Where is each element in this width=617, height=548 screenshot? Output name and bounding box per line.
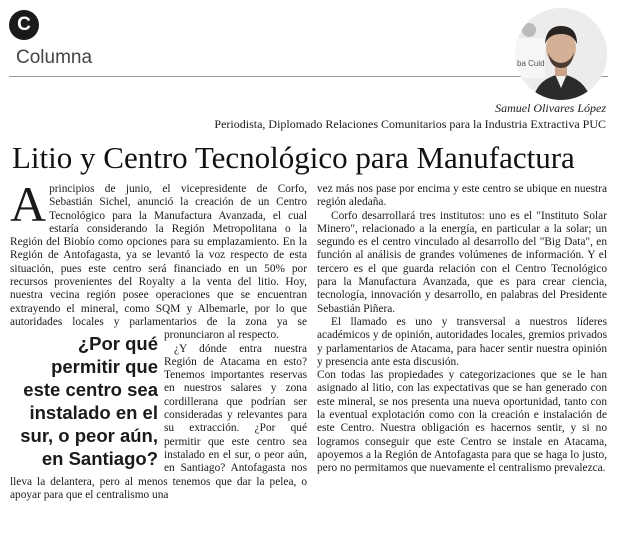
paragraph-1: principios de junio, el vicepresidente de Corfo, Sebastián Sichel, anunció la creación de un Centro Tecnológico para la Manufactura Avanzada, el cual estaría considerando la Región Metropolitana o la Región del Biobío como opciones para su emplazamiento. En la Región de Antofagasta, ya se levantó la voz respecto de esta situación, pues este centro será financiado en un 50% por recursos provenientes del Royalty a la venta del litio. Hoy, nuestra vecina región posee operaciones que se encuentran extrayendo el mineral, como SQM y Albemarle, por lo que autoridades locales y parlamentarios de la zona ya se pronunciaron al respecto. [10,183,307,342]
author-name: Samuel Olivares López [495,101,606,115]
article-column-2 [317,183,607,476]
author-portrait-icon [515,8,607,100]
author-role: Periodista, Diplomado Relaciones Comunitarios para la Industria Extractiva PUC [214,117,606,131]
paragraph-5: El llamado es uno y transversal a nuestros líderes académicos y de opinión, autoridades locales, gremios privados y parlamentarios de Atacama, para hacer sentir nuestra opinión y presencia ante esta discusión. [317,315,607,368]
article-title: Litio y Centro Tecnológico para Manufactura [12,140,575,175]
section-label: Columna [16,47,93,68]
drop-cap: A [10,176,47,232]
author-photo [515,8,607,100]
paragraph-4: Corfo desarrollará tres institutos: uno es el "Instituto Solar Minero", relacionado a la energía, en particular a la solar; un segundo es el centro vinculado al desarrollo del "Big Data", en función al análisis de grandes volúmenes de información. Y el tercero es el que guarda relación con el Centro Tecnológico para la Manufactura Avanzada, que es para crear ciencia, tecnología, innovación y desarrollo, en palabras del Presidente Sebastián Piñera. [317,209,607,315]
paragraph-2: ¿Y dónde entra nuestra Región de Atacama en esto? Tenemos importantes reservas en nuestros salares y zona cordillerana que podrían ser consideradas y relevantes para su extracción. ¿Por qué permitir que este centro sea instalado en el sur, o peor aún, en Santiago? Antofagasta nos lleva la delantera, pero al menos tenemos que dar la pelea, o apoyar para que el centralismo una [10,342,307,501]
column-badge: C [9,10,39,40]
pull-quote: ¿Por qué permitir que este centro sea instalado en el sur, o peor aún, en Santiago? [20,333,158,470]
paragraph-3: vez más nos pase por encima y este centro se ubique en nuestra región aledaña. [317,183,607,209]
paragraph-6: Con todas las propiedades y categorizaciones que se le han asignado al litio, con las expectativas que se han generado con este mineral, se nos presenta una nueva oportunidad, tanto con la eventual explotación como con la creación e instalación de este Centro. Nuestra obligación es hacernos sentir, y si no logramos conseguir que este Centro se instale en Atacama, apoyemos a la Región de Antofagasta para que se haga lo justo, pero no permitamos que nuevamente el centralismo prevalezca. [317,369,607,475]
article-column-1 [10,176,307,502]
photo-backdrop-text: ba Cuid [517,59,545,68]
header-divider [9,76,608,77]
